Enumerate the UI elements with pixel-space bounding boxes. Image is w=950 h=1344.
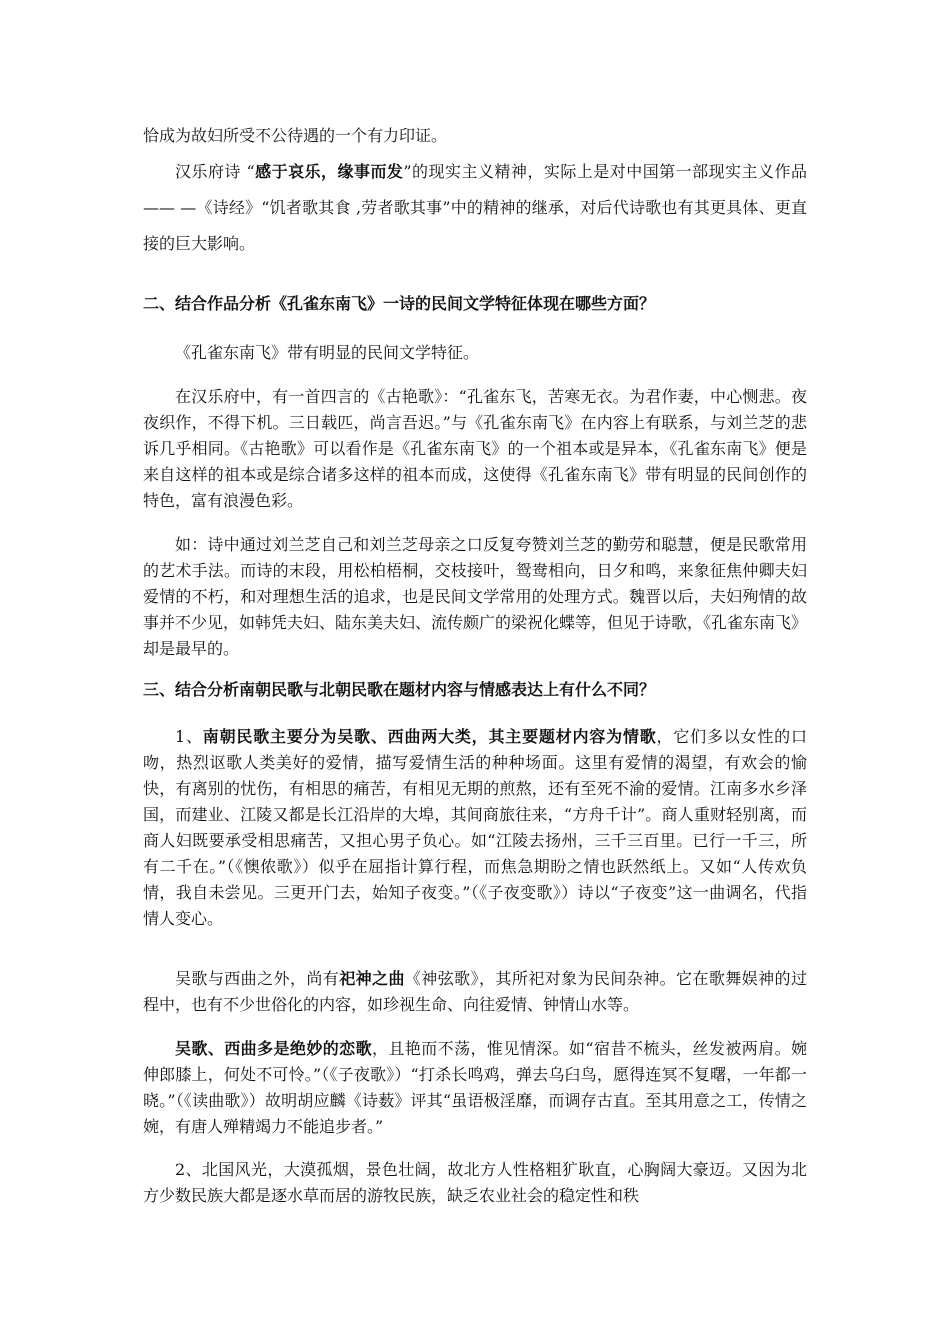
- bold-phrase: 感于哀乐，缘事而发: [254, 162, 404, 181]
- paragraph-guyange: [143, 384, 807, 514]
- section-heading-3: 三、结合分析南朝民歌与北朝民歌在题材内容与情感表达上有什么不同？: [143, 680, 656, 699]
- paragraph-shenxian: [143, 966, 807, 1018]
- paragraph-text: ，且艳而不荡，惟见情深。如“宿昔不梳头，丝发被两肩。婉伸郎膝上，何处不可怜。”（《子夜歌》）“打杀长鸣鸡，弹去乌臼鸟，愿得连冥不复曙，一年都一晓。”（《读曲歌》）故明胡应麟《诗薮》评其“虽语极淫靡，而调存古直。至其用意之工，传情之婉，有唐人殚精竭力不能追步者。”: [143, 1039, 807, 1136]
- paragraph-text: ”的现实主义精神，实际上是对中国第一部现实主义作品 —— —《诗经》“饥者歌其食 ,劳者歌其事”中的精神的继承，对后代诗歌也有其更具体、更直接的巨大影响。: [143, 162, 807, 253]
- paragraph-southern-songs: [143, 724, 807, 932]
- paragraph-northern-songs: [143, 1157, 807, 1209]
- paragraph-text: 1、: [175, 727, 203, 746]
- section-heading-2: 二、结合作品分析《孔雀东南飞》一诗的民间文学特征体现在哪些方面？: [143, 294, 656, 313]
- paragraph-text: 恰成为故妇所受不公待遇的一个有力印证。: [143, 126, 448, 145]
- paragraph-text: 《神弦歌》，其所祀对象为民间杂神。它在歌舞娱神的过程中，也有不少世俗化的内容，如珍视生命、向往爱情、钟情山水等。: [143, 969, 807, 1014]
- bold-phrase: 祀神之曲: [339, 969, 405, 988]
- paragraph-example: [143, 532, 807, 662]
- paragraph-text: 吴歌与西曲之外，尚有: [175, 969, 340, 988]
- paragraph-conclusion: [143, 118, 807, 154]
- paragraph-text: 汉乐府诗 “: [175, 162, 255, 181]
- bold-phrase: 南朝民歌主要分为吴歌、西曲两大类，其主要题材内容为情歌: [202, 727, 657, 746]
- paragraph-text: 2、北国风光，大漠孤烟，景色壮阔，故北方人性格粗犷耿直，心胸阔大豪迈。又因为北方少数民族大都是逐水草而居的游牧民族，缺乏农业社会的稳定性和秩: [143, 1160, 807, 1205]
- paragraph-love-songs: [143, 1036, 807, 1140]
- bold-phrase: 吴歌、西曲多是绝妙的恋歌: [175, 1039, 372, 1058]
- paragraph-text: 《孔雀东南飞》带有明显的民间文学特征。: [175, 343, 480, 362]
- paragraph-realism: [143, 154, 807, 262]
- paragraph-text: ，它们多以女性的口吻，热烈讴歌人类美好的爱情，描写爱情生活的种种场面。这里有爱情的渴望，有欢会的愉快，有离别的忧伤，有相思的痛苦，有相见无期的煎熬，还有至死不渝的爱情。江南多水乡泽国，而建业、江陵又都是长江沿岸的大埠，其间商旅往来，“方舟千计”。商人重财轻别离，而商人妇既要承受相思痛苦，又担心男子负心。如“江陵去扬州，三千三百里。已行一千三，所有二千在。”（《懊侬歌》）似乎在屈指计算行程，而焦急期盼之情也跃然纸上。又如“人传欢负情，我自未尝见。三更开门去，始知子夜变。”（《子夜变歌》）诗以“子夜变”这一曲调名，代指情人变心。: [143, 727, 807, 928]
- paragraph-text: 如：诗中通过刘兰芝自己和刘兰芝母亲之口反复夸赞刘兰芝的勤劳和聪慧，便是民歌常用的艺术手法。而诗的末段，用松柏梧桐，交枝接叶，鸳鸯相向，日夕和鸣，来象征焦仲卿夫妇爱情的不朽，和对理想生活的追求，也是民间文学常用的处理方式。魏晋以后，夫妇殉情的故事并不少见，如韩凭夫妇、陆东美夫妇、流传颇广的梁祝化蝶等，但见于诗歌，《孔雀东南飞》却是最早的。: [143, 535, 808, 658]
- paragraph-text: 在汉乐府中，有一首四言的《古艳歌》：“孔雀东飞，苦寒无衣。为君作妻，中心恻悲。夜夜织作，不得下机。三日载匹，尚言吾迟。”与《孔雀东南飞》在内容上有联系，与刘兰芝的悲诉几乎相同。《古艳歌》可以看作是《孔雀东南飞》的一个祖本或是异本，《孔雀东南飞》便是来自这样的祖本或是综合诸多这样的祖本而成，这使得《孔雀东南飞》带有明显的民间创作的特色，富有浪漫色彩。: [143, 387, 807, 510]
- paragraph-intro: [143, 340, 807, 366]
